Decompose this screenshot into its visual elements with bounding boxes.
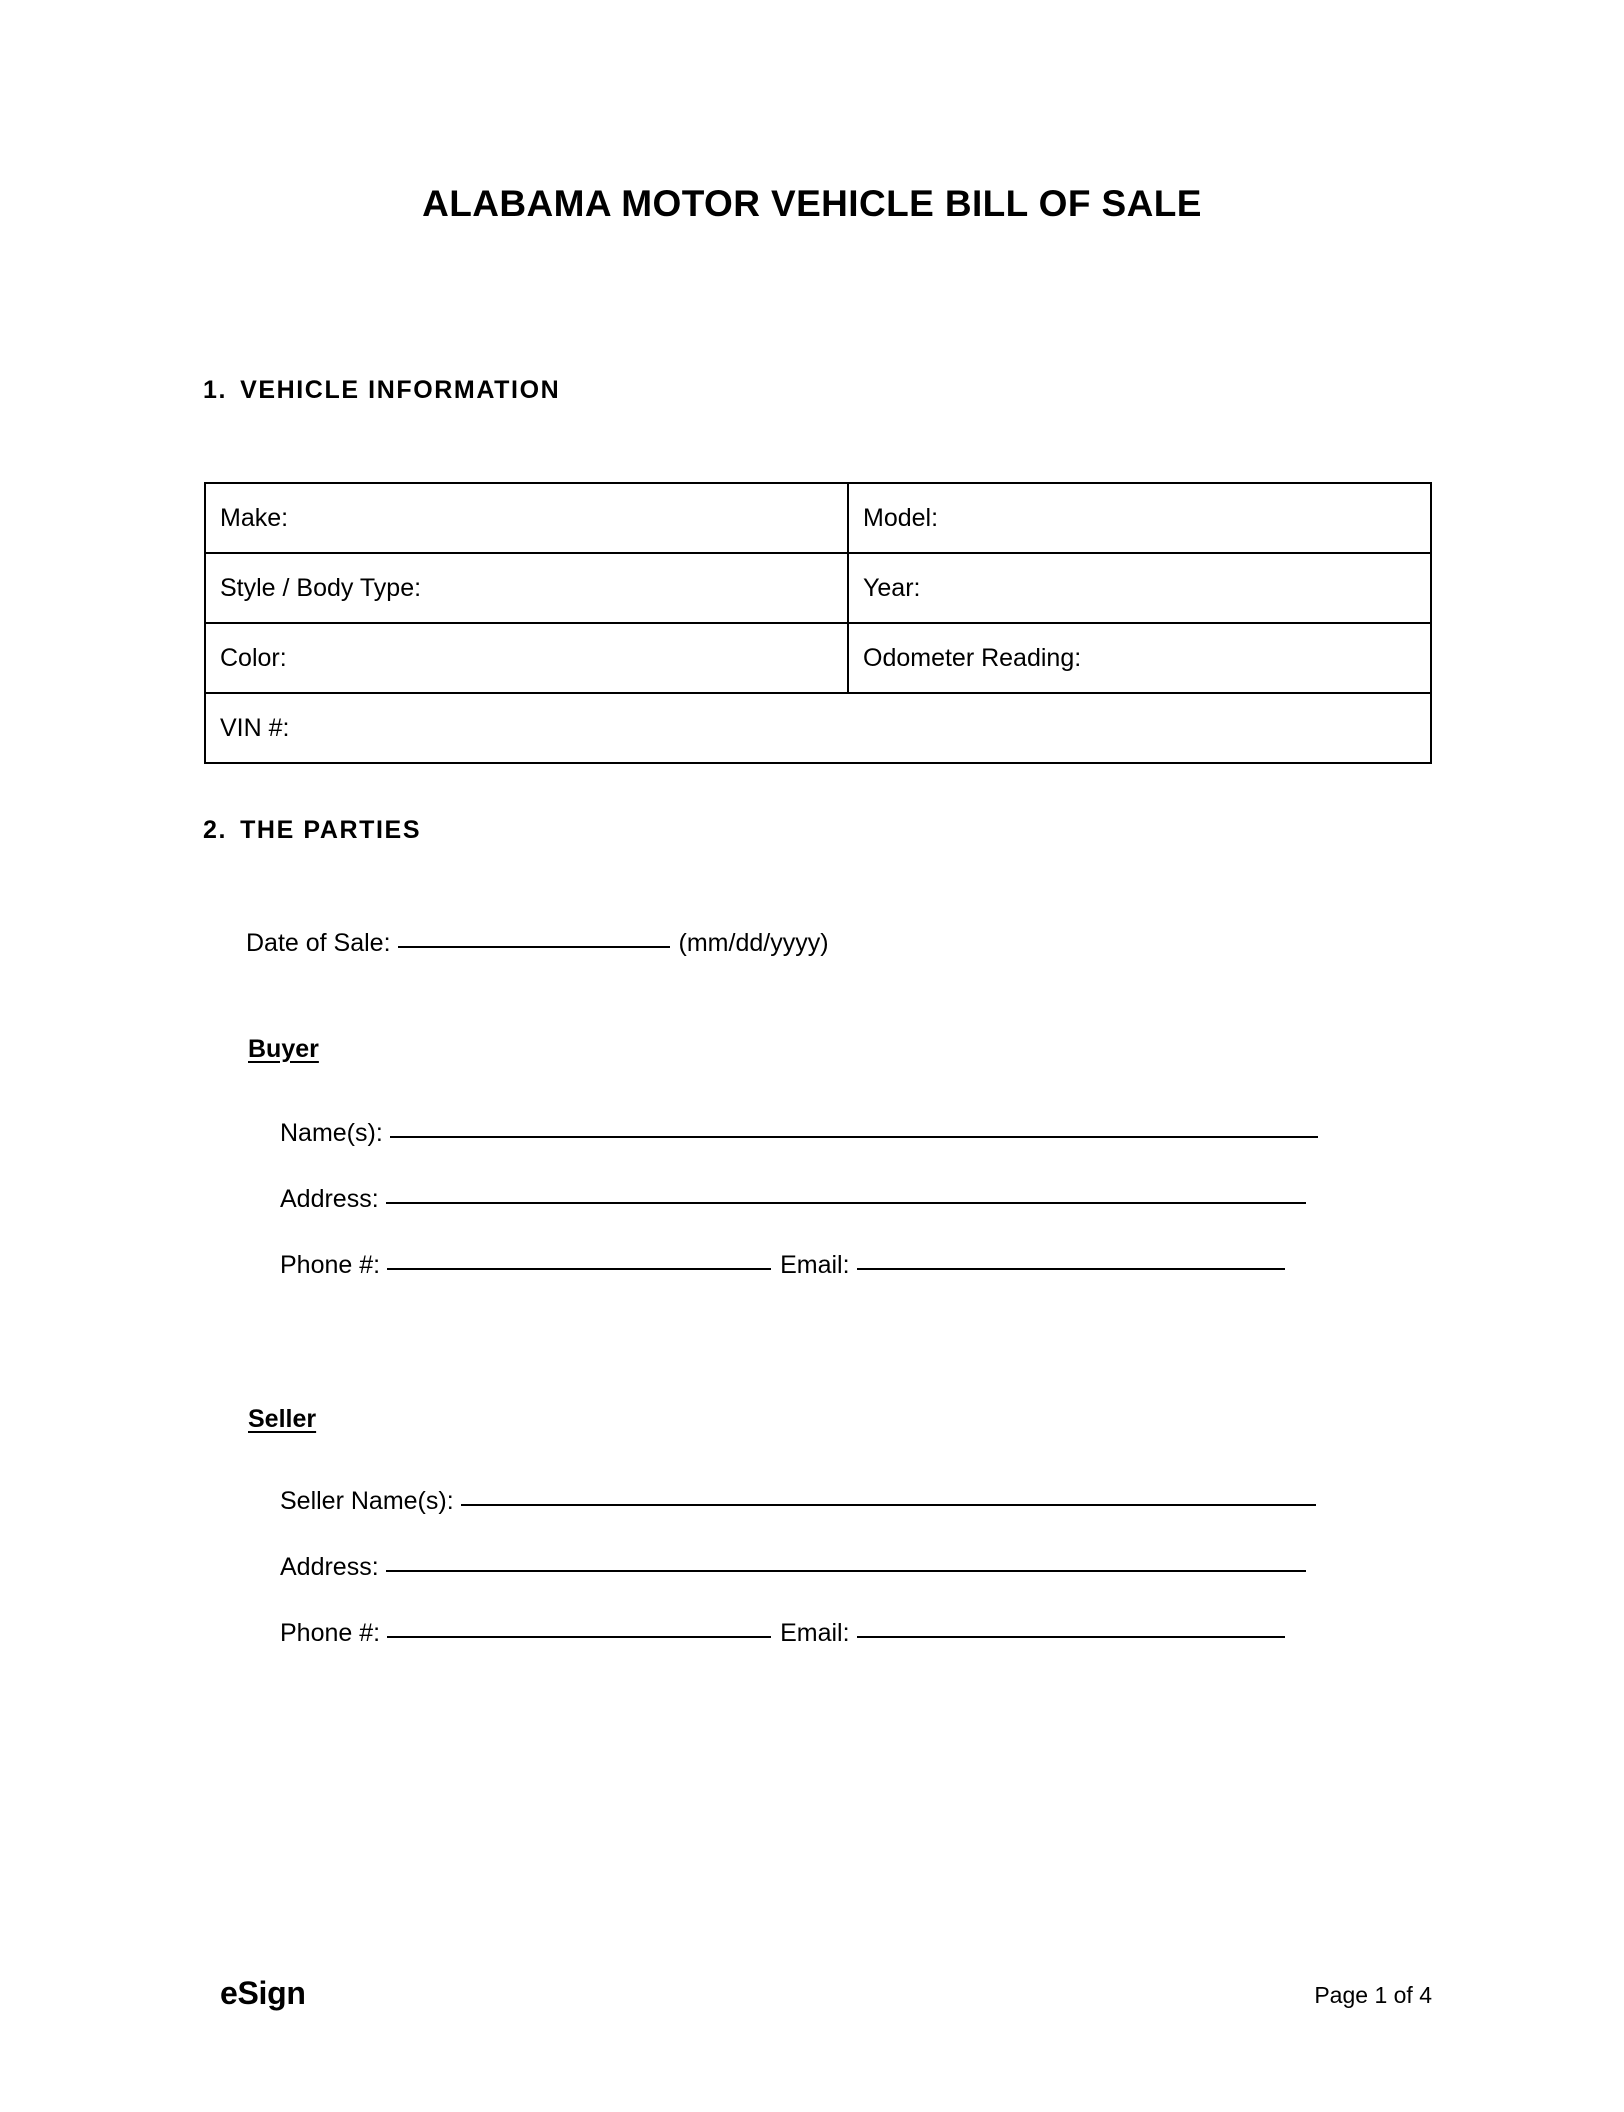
date-of-sale-label: Date of Sale: <box>246 929 391 957</box>
page-title: ALABAMA MOTOR VEHICLE BILL OF SALE <box>422 183 1202 224</box>
table-row <box>205 693 1431 763</box>
buyer-address-input[interactable] <box>386 1202 1306 1204</box>
seller-contact-row <box>280 1618 1285 1648</box>
seller-address-row <box>280 1552 1306 1582</box>
buyer-name-label: Name(s): <box>280 1119 383 1147</box>
seller-address-input[interactable] <box>386 1570 1306 1572</box>
esign-logo: eSign <box>220 1975 306 2011</box>
cell-make[interactable]: Make: <box>205 483 848 553</box>
seller-name-input[interactable] <box>461 1504 1316 1506</box>
buyer-section-heading: Buyer <box>248 1035 319 1063</box>
section-number-1: 1. <box>203 376 228 404</box>
table-row <box>205 483 1431 553</box>
section-title-1: VEHICLE INFORMATION <box>240 376 561 404</box>
cell-vin[interactable]: VIN #: <box>205 693 1431 763</box>
buyer-address-label: Address: <box>280 1185 379 1213</box>
section-number-2: 2. <box>203 816 228 844</box>
table-row <box>205 623 1431 693</box>
seller-phone-input[interactable] <box>387 1636 771 1638</box>
buyer-name-row <box>280 1118 1318 1148</box>
seller-section-heading: Seller <box>248 1405 317 1433</box>
buyer-contact-row <box>280 1250 1285 1280</box>
seller-address-label: Address: <box>280 1553 379 1581</box>
cell-color[interactable]: Color: <box>205 623 848 693</box>
buyer-phone-label: Phone #: <box>280 1251 381 1279</box>
cell-model[interactable]: Model: <box>848 483 1431 553</box>
table-row <box>205 553 1431 623</box>
seller-name-row <box>280 1486 1316 1516</box>
section-title-2: THE PARTIES <box>240 816 422 844</box>
buyer-email-input[interactable] <box>857 1268 1285 1270</box>
page-indicator: Page 1 of 4 <box>1314 1982 1432 2008</box>
vehicle-information-table <box>204 482 1432 764</box>
cell-odometer-reading[interactable]: Odometer Reading: <box>848 623 1431 693</box>
buyer-name-input[interactable] <box>390 1136 1318 1138</box>
seller-phone-label: Phone #: <box>280 1619 381 1647</box>
section-heading-the-parties <box>203 816 421 845</box>
seller-email-label: Email: <box>780 1619 850 1647</box>
date-of-sale-row <box>246 928 829 958</box>
seller-email-input[interactable] <box>857 1636 1285 1638</box>
date-of-sale-input[interactable] <box>398 946 670 948</box>
buyer-phone-input[interactable] <box>387 1268 771 1270</box>
cell-year[interactable]: Year: <box>848 553 1431 623</box>
buyer-email-label: Email: <box>780 1251 850 1279</box>
date-format-hint: (mm/dd/yyyy) <box>678 929 829 957</box>
section-heading-vehicle-information <box>203 376 560 405</box>
cell-style-body-type[interactable]: Style / Body Type: <box>205 553 848 623</box>
seller-name-label: Seller Name(s): <box>280 1487 454 1515</box>
buyer-address-row <box>280 1184 1306 1214</box>
